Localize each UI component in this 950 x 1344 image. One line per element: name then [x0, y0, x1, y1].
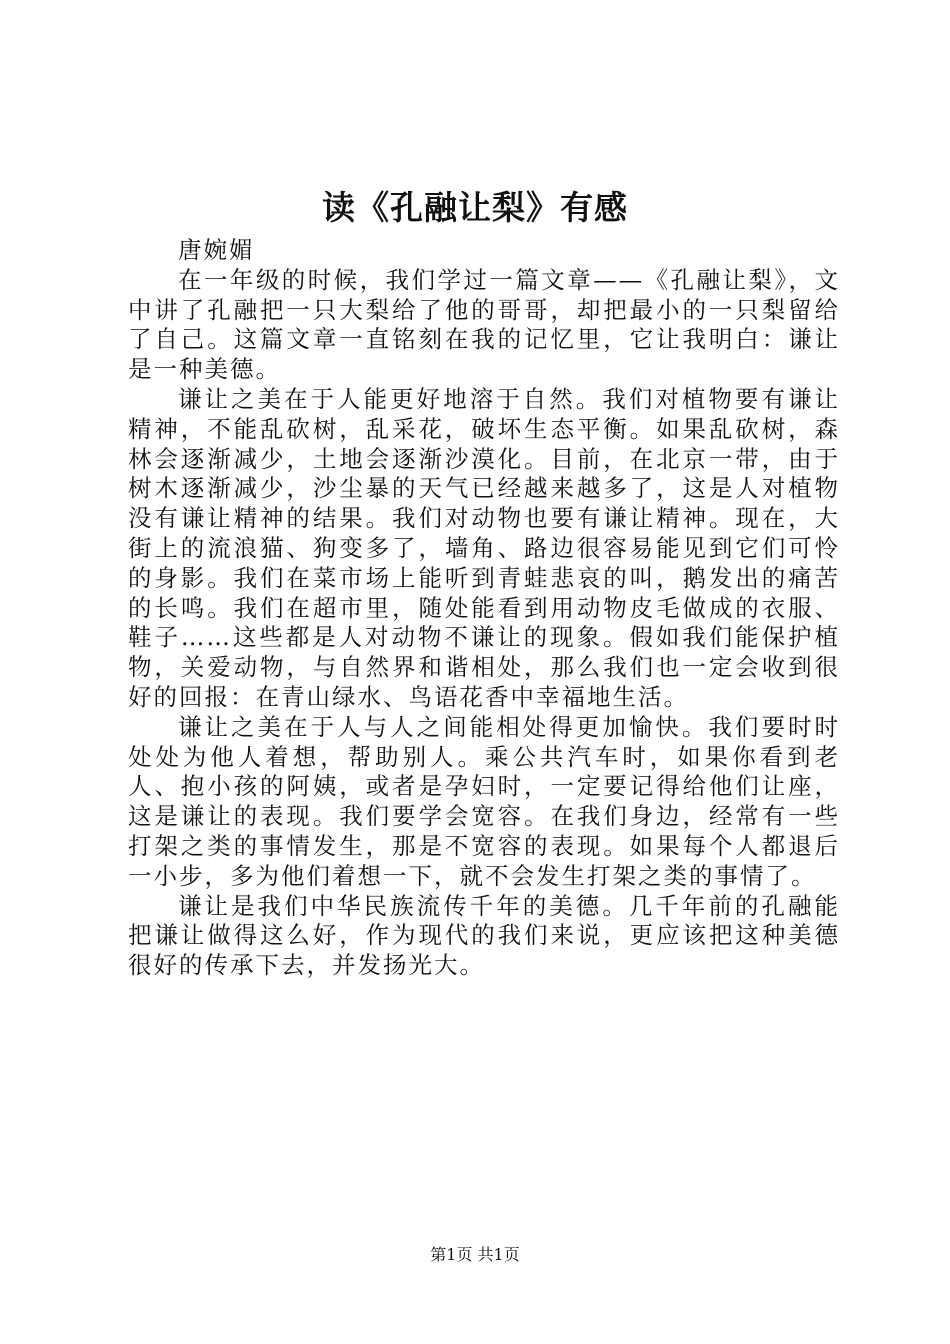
document-body: [128, 236, 840, 981]
paragraph-2: 谦让之美在于人能更好地溶于自然。我们对植物要有谦让精神，不能乱砍树，乱采花，破坏生态平衡。如果乱砍树，森林会逐渐减少，土地会逐渐沙漠化。目前，在北京一带，由于树木逐渐减少，沙尘暴的天气已经越来越多了，这是人对植物没有谦让精神的结果。我们对动物也要有谦让精神。现在，大街上的流浪猫、狗变多了，墙角、路边很容易能见到它们可怜的身影。我们在菜市场上能听到青蛙悲哀的叫，鹅发出的痛苦的长鸣。我们在超市里，随处能看到用动物皮毛做成的衣服、鞋子……这些都是人对动物不谦让的现象。假如我们能保护植物，关爱动物，与自然界和谐相处，那么我们也一定会收到很好的回报：在青山绿水、鸟语花香中幸福地生活。: [128, 384, 840, 711]
author-name: 唐婉媚: [178, 236, 255, 264]
paragraph-3: 谦让之美在于人与人之间能相处得更加愉快。我们要时时处处为他人着想，帮助别人。乘公共汽车时，如果你看到老人、抱小孩的阿姨，或者是孕妇时，一定要记得给他们让座，这是谦让的表现。我们要学会宽容。在我们身边，经常有一些打架之类的事情发生，那是不宽容的表现。如果每个人都退后一小步，多为他们着想一下，就不会发生打架之类的事情了。: [128, 712, 840, 890]
page-number-footer: 第1页 共1页: [430, 1245, 520, 1264]
paragraph-4: 谦让是我们中华民族流传千年的美德。几千年前的孔融能把谦让做得这么好，作为现代的我们来说，更应该把这种美德很好的传承下去，并发扬光大。: [128, 891, 840, 980]
document-title: 读《孔融让梨》有感: [322, 188, 628, 227]
paragraph-1: 在一年级的时候，我们学过一篇文章——《孔融让梨》，文中讲了孔融把一只大梨给了他的哥哥，却把最小的一只梨留给了自己。这篇文章一直铭刻在我的记忆里，它让我明白：谦让是一种美德。: [128, 265, 840, 384]
